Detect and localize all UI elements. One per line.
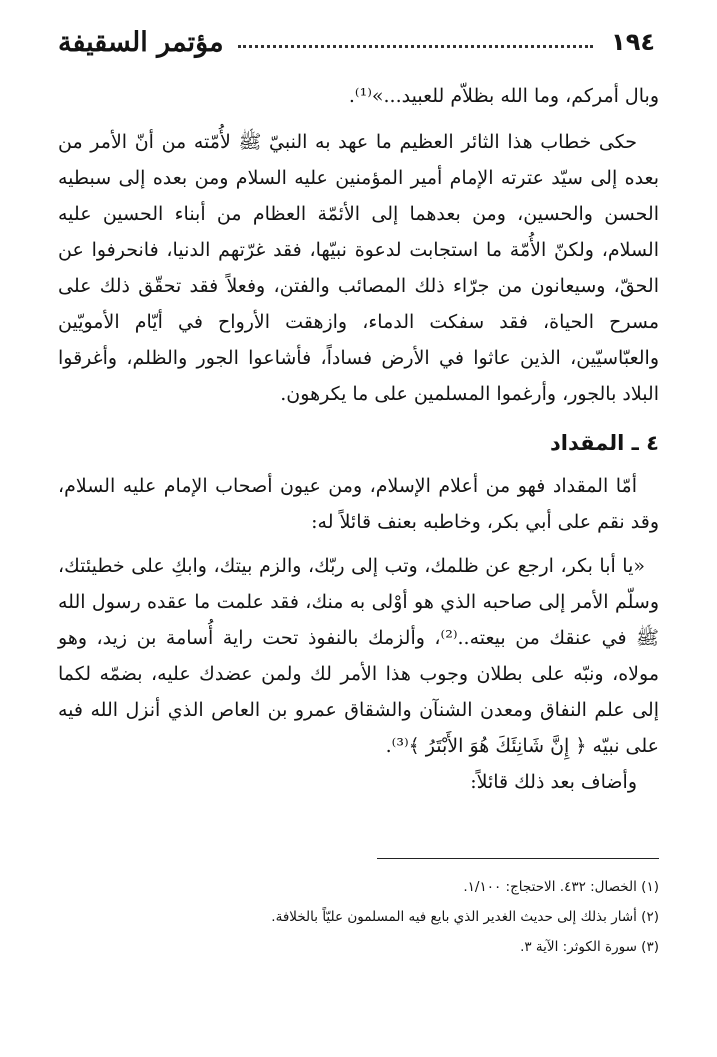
page-number: ١٩٤ (611, 28, 655, 56)
paragraph-miqdad-intro: أمّا المقداد فهو من أعلام الإسلام، ومن عيون أصحاب الإمام عليه السلام، وقد نقم على أبي بكر، وخاطبه بعنف قائلاً له: (58, 475, 659, 533)
footnotes (58, 872, 659, 962)
header-dotted-leader (238, 45, 593, 48)
main-text (58, 78, 659, 800)
footnote-2: (٢) أشار بذلك إلى حديث الغدير الذي بايع فيه المسلمون عليّاً بالخلافة. (271, 909, 659, 925)
footnote-separator (377, 858, 659, 859)
paragraph-commentary: حكى خطاب هذا الثائر العظيم ما عهد به النبيّ ﷺ لأُمّته من أنّ الأمر من بعده إلى سيّد عترته الإمام أمير المؤمنين عليه السلام ومن بعده إلى سبطيه الحسن والحسين، ومن بعدهما إلى الأئمّة العظام من أبناء الحسين عليه السلام، ولكنّ الأُمّة ما استجابت لدعوة نبيّها، فقد غرّتهم الدنيا، فانحرفوا عن الحقّ، وسيعانون من جرّاء ذلك المصائب والفتن، وفعلاً فقد تحقّق ذلك على مسرح الحياة، فقد سفكت الدماء، وازهقت الأرواح في أيّام الأمويّين والعبّاسيّين، الذين عاثوا في الأرض فساداً، فأشاعوا الجور والظلم، وأغرقوا البلاد بالجور، وأرغموا المسلمين على ما يكرهون. (58, 131, 659, 405)
running-header (58, 22, 655, 62)
running-title: مؤتمر السقيفة (58, 26, 224, 58)
footnote-1: (١) الخصال: ٤٣٢. الاحتجاج: ١/١٠٠. (463, 879, 659, 895)
quotation-miqdad-speech: «يا أبا بكر، ارجع عن ظلمك، وتب إلى ربّك، والزم بيتك، وابكِ على خطيئتك، وسلّم الأمر إلى صاحبه الذي هو أوْلى به منك، فقد علمت ما عقده رسول الله ﷺ في عنقك من بيعته..⁽²⁾، وألزمك بالنفوذ تحت راية أُسامة بن زيد، وهو مولاه، ونبّه على بطلان وجوب هذا الأمر لك ولمن عضدك عليه، بضمّه لكما إلى علم النفاق ومعدن الشنآن والشقاق عمرو بن العاص الذي أنزل الله فيه على نبيّه ﴿ إِنَّ شَانِئَكَ هُوَ الأَبْتَرُ ﴾⁽³⁾. (58, 555, 659, 757)
paragraph-continued: وأضاف بعد ذلك قائلاً: (470, 771, 637, 793)
footnote-3: (٣) سورة الكوثر: الآية ٣. (520, 939, 659, 955)
paragraph-continuation: وبال أمركم، وما الله بظلاّم للعبيد...»⁽¹⁾. (348, 85, 659, 107)
section-heading-miqdad: ٤ ـ المقداد (549, 431, 659, 455)
